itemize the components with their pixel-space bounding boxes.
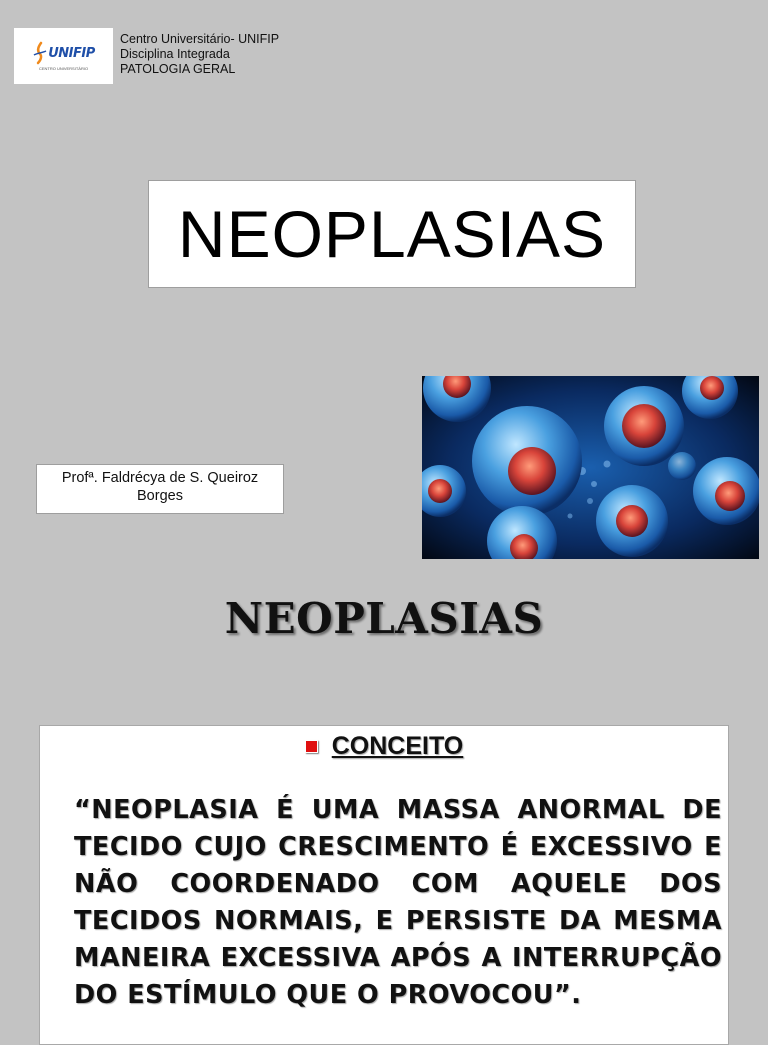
concept-label: CONCEITO	[331, 732, 464, 760]
concept-box	[39, 725, 729, 1045]
cancer-cells-image	[422, 376, 759, 559]
discipline-name: Disciplina Integrada	[120, 47, 230, 61]
unifip-logo-mark-icon	[32, 41, 48, 65]
header-info	[120, 32, 279, 77]
course-name: PATOLOGIA GERAL	[120, 62, 236, 76]
concept-heading	[40, 732, 728, 761]
professor-name-line1: Profª. Faldrécya de S. Queiroz	[61, 470, 259, 486]
neoplasia-definition: “NEOPLASIA É UMA MASSA ANORMAL DE TECIDO CUJO CRESCIMENTO É EXCESSIVO E NÃO COORDENADO COM AQUELE DOS TECIDOS NORMAIS, E PERSISTE DA MESMA MANEIRA EXCESSIVA APÓS A INTERRUPÇÃO DO ESTÍMULO QUE O PROVOCOU”.	[74, 795, 722, 1010]
slide-title-box	[148, 180, 636, 288]
logo-subtitle: CENTRO UNIVERSITÁRIO	[38, 66, 89, 71]
section-title: NEOPLASIAS	[224, 594, 544, 643]
institution-name: Centro Universitário- UNIFIP	[120, 32, 280, 46]
logo-name: UNIFIP	[48, 45, 95, 61]
slide-title: NEOPLASIAS	[177, 197, 607, 271]
professor-name-line2: Borges	[137, 488, 183, 504]
professor-box	[36, 464, 284, 514]
unifip-logo	[14, 28, 113, 84]
square-bullet-icon	[305, 740, 318, 753]
